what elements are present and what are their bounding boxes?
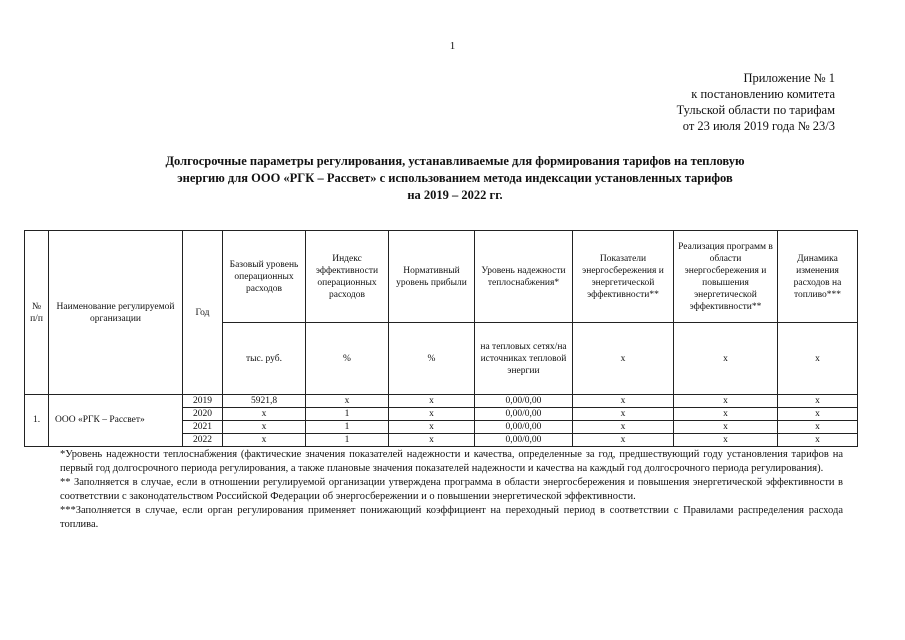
header-fuel: Динамика изменения расходов на топливо*** <box>778 231 858 323</box>
cell-index: 1 <box>306 408 389 421</box>
header-num: № п/п <box>25 231 49 395</box>
header-year: Год <box>183 231 223 395</box>
cell-fuel: x <box>778 408 858 421</box>
cell-programs: x <box>674 408 778 421</box>
cell-fuel: x <box>778 421 858 434</box>
unit-programs: x <box>674 323 778 395</box>
title-line-1: Долгосрочные параметры регулирования, устанавливаемые для формирования тарифов на тепловую <box>165 154 745 168</box>
cell-index: 1 <box>306 421 389 434</box>
row-number: 1. <box>25 395 49 447</box>
cell-profit: x <box>389 434 475 447</box>
unit-base-opex: тыс. руб. <box>223 323 306 395</box>
header-base-opex: Базовый уровень операционных расходов <box>223 231 306 323</box>
appendix-line-4: от 23 июля 2019 года № 23/3 <box>682 119 835 133</box>
cell-year: 2021 <box>183 421 223 434</box>
table-row <box>25 395 858 408</box>
cell-energy: x <box>573 421 674 434</box>
cell-energy: x <box>573 408 674 421</box>
unit-efficiency-index: % <box>306 323 389 395</box>
header-energy-indicators: Показатели энергосбережения и энергетической эффективности** <box>573 231 674 323</box>
parameters-table <box>24 230 858 447</box>
header-reliability: Уровень надежности теплоснабжения* <box>475 231 573 323</box>
appendix-block <box>677 70 835 134</box>
cell-year: 2022 <box>183 434 223 447</box>
cell-profit: x <box>389 395 475 408</box>
cell-energy: x <box>573 434 674 447</box>
unit-reliability: на тепловых сетях/на источниках тепловой энергии <box>475 323 573 395</box>
header-org: Наименование регулируемой организации <box>49 231 183 395</box>
cell-year: 2020 <box>183 408 223 421</box>
cell-programs: x <box>674 421 778 434</box>
cell-base: x <box>223 421 306 434</box>
header-efficiency-index: Индекс эффективности операционных расходов <box>306 231 389 323</box>
unit-fuel: x <box>778 323 858 395</box>
page-number: 1 <box>449 40 456 52</box>
title-line-2: энергию для ООО «РГК – Рассвет» с использованием метода индексации установленных тарифов <box>177 171 733 185</box>
cell-profit: x <box>389 421 475 434</box>
cell-index: 1 <box>306 434 389 447</box>
footnote-2: ** Заполняется в случае, если в отношении регулируемой организации утверждена программа в области энергосбережения и повышения энергетической эффективности в соответствии с законодательством Российской Федерации об энергосбережении и о повышении энергетической эффективности. <box>60 477 843 502</box>
cell-reliability: 0,00/0,00 <box>475 421 573 434</box>
unit-energy-indicators: x <box>573 323 674 395</box>
cell-base: 5921,8 <box>223 395 306 408</box>
cell-fuel: x <box>778 434 858 447</box>
appendix-line-2: к постановлению комитета <box>691 87 835 101</box>
cell-index: x <box>306 395 389 408</box>
cell-programs: x <box>674 395 778 408</box>
cell-programs: x <box>674 434 778 447</box>
cell-reliability: 0,00/0,00 <box>475 408 573 421</box>
cell-base: x <box>223 434 306 447</box>
cell-reliability: 0,00/0,00 <box>475 434 573 447</box>
cell-base: x <box>223 408 306 421</box>
title-line-3: на 2019 – 2022 гг. <box>407 188 503 202</box>
footnote-3: ***Заполняется в случае, если орган регулирования применяет понижающий коэффициент на переходный период в соответствии с Правилами распределения расхода топлива. <box>60 505 843 530</box>
header-profit-level: Нормативный уровень прибыли <box>389 231 475 323</box>
document-title <box>60 153 850 204</box>
cell-energy: x <box>573 395 674 408</box>
footnotes <box>60 448 843 532</box>
cell-reliability: 0,00/0,00 <box>475 395 573 408</box>
header-row <box>25 231 858 323</box>
appendix-line-1: Приложение № 1 <box>743 71 835 85</box>
footnote-1: *Уровень надежности теплоснабжения (фактические значения показателей надежности и качества, определенные за год, предшествующий году установления тарифов на первый год долгосрочного периода регулирования, а также плановые значения показателей надежности и качества на каждый год долгосрочного периода регулирования). <box>60 449 843 474</box>
org-name: ООО «РГК – Рассвет» <box>49 395 183 447</box>
cell-fuel: x <box>778 395 858 408</box>
cell-profit: x <box>389 408 475 421</box>
header-programs: Реализация программ в области энергосбережения и повышения энергетической эффективности** <box>674 231 778 323</box>
unit-profit-level: % <box>389 323 475 395</box>
appendix-line-3: Тульской области по тарифам <box>676 103 835 117</box>
cell-year: 2019 <box>183 395 223 408</box>
